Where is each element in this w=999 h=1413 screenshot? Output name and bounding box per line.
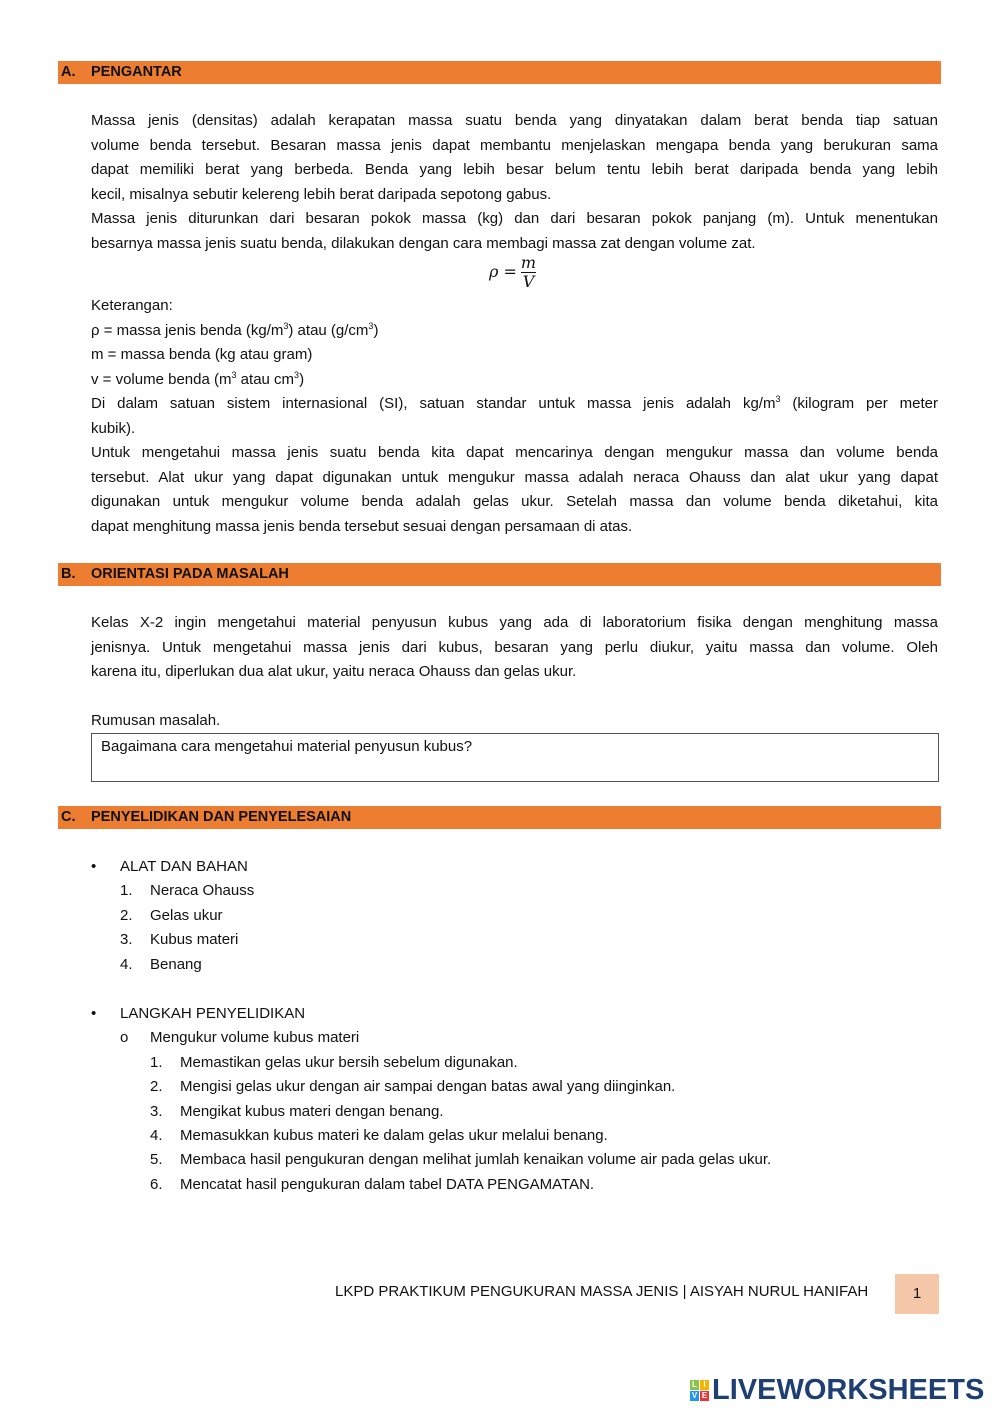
formula-denominator: V (522, 272, 535, 291)
orientasi-paragraph (91, 611, 938, 734)
rumusan-question: Bagaimana cara mengetahui material penyusun kubus? (101, 738, 473, 755)
text-line: kubik). (91, 419, 136, 437)
section-header-c (58, 806, 941, 829)
text-line: Untuk mengetahui massa jenis suatu benda kita dapat mencarinya dengan mengukur massa dan volume benda (91, 444, 938, 461)
keterangan-label: Keterangan: (91, 297, 173, 314)
langkah-item: Memastikan gelas ukur bersih sebelum digunakan. (180, 1054, 518, 1071)
text-line: dapat menghitung massa jenis benda tersebut sesuai dengan persamaan di atas. (91, 517, 633, 535)
alat-item: 1. (120, 882, 133, 899)
section-header-b (58, 563, 941, 586)
rumusan-label: Rumusan masalah. (91, 712, 221, 729)
section-title: ORIENTASI PADA MASALAH (91, 566, 289, 582)
section-letter: B. (61, 566, 76, 582)
alat-item-text: Gelas ukur (150, 907, 223, 924)
text-line: Massa jenis (densitas) adalah kerapatan massa suatu benda yang dinyatakan dalam berat benda tiap satuan (91, 112, 938, 129)
section-title: PENGANTAR (91, 64, 182, 80)
text-line: tersebut. Alat ukur yang dapat digunakan untuk mengukur massa adalah neraca Ohauss dan alat ukur yang dapat (91, 468, 938, 486)
page-number: 1 (895, 1274, 939, 1314)
langkah-item: Memasukkan kubus materi ke dalam gelas ukur melalui benang. (180, 1127, 608, 1144)
text-line: besarnya massa jenis suatu benda, dilakukan dengan cara membagi massa zat dengan volume zat. (91, 234, 756, 252)
text-line: kecil, misalnya sebutir kelereng lebih berat daripada sepotong gabus. (91, 185, 552, 203)
text-line: jenisnya. Untuk mengetahui massa jenis dari kubus, besaran yang perlu diukur, yaitu massa dan volume. Oleh (91, 638, 938, 656)
rumusan-answer-box[interactable] (91, 733, 939, 782)
langkah-subtitle: Mengukur volume kubus materi (150, 1029, 360, 1046)
circle-bullet-icon: o (120, 1029, 129, 1046)
text-line: karena itu, diperlukan dua alat ukur, yaitu neraca Ohauss dan gelas ukur. (91, 663, 577, 680)
v-definition: v = volume benda ($m^3$ atau $cm^3$) (91, 369, 305, 388)
worksheet-page: A. PENGANTAR Massa jenis (densitas) adalah kerapatan massa suatu benda yang dinyatakan dalam berat benda tiap satuan volume benda tersebut. Besaran massa jenis dapat membantu menjelaskan mengapa benda yang berukuran sama dapat memiliki berat yang berbeda. Benda yang lebih besar belum tentu lebih berat daripada benda yang lebih kecil, misalnya sebutir kelereng lebih berat daripada sepotong gabus. Massa jenis diturunkan dari besaran pokok massa (kg) dan dari besaran pokok panjang (m). Untuk menentukan besarnya massa jenis suatu benda, dilakukan dengan cara membagi massa zat dengan volume zat. ρ = $\frac{m}{V}$ Keterangan: ρ = massa jenis benda $(kg/m^3)$ atau $(g/cm^3)$ m = massa benda (kg atau gram) v = volume benda ($m^3$ atau $cm^3$) Di dalam satuan sistem internasional (SI), satuan standar untuk massa jenis adalah $kg/m^3$ (kilogram per meter kubik). Untuk mengetahui massa jenis suatu benda kita dapat mencarinya dengan mengukur massa dan volume benda tersebut. Alat ukur yang dapat digunakan untuk mengukur massa adalah neraca Ohauss dan alat ukur yang dapat digunakan untuk mengukur volume benda adalah gelas ukur. Setelah massa dan volume benda diketahui, kita dapat menghitung massa jenis benda tersebut sesuai dengan persamaan di atas. B. ORIENTASI PADA MASALAH Kelas X-2 ingin mengetahui material penyusun kubus yang ada di laboratorium fisika dengan menghitung massa jenisnya. Untuk mengetahui massa jenis dari kubus, besaran yang perlu diukur, yaitu massa dan volume. Oleh karena itu, diperlukan dua alat ukur, yaitu neraca Ohauss dan gelas ukur. Rumusan masalah. Bagaimana cara mengetahui material penyusun kubus? C. PENYELIDIKAN DAN PENYELESAIAN • ALAT DAN BAHAN 1. Neraca Ohauss 2. Gelas ukur 3. Kubus materi 4. Benang • LANGKAH PENYELIDIKAN o Mengukur volume kubus materi 1. Memastikan gelas ukur bersih sebelum digunakan. 2. Mengisi gelas ukur dengan air sampai dengan batas awal yang diinginkan. 3. Mengikat kubus materi dengan benang. 4. Memasukkan kubus materi ke dalam gelas ukur melalui benang. 5. Membaca hasil pengukuran dengan melihat jumlah kenaikan volume air pada gelas ukur. 6. Mencatat hasil pengukuran dalam tabel DATA PENGAMATAN. LKPD PRAKTIKUM PENGUKURAN MASSA JENIS | AISYAH NURUL HANIFAH 1 L I V E LIVEWORKSHEETS (0, 0, 999, 1413)
rho-definition: ρ = massa jenis benda $(kg/m^3)$ atau $(g/cm^3)$ (91, 320, 379, 339)
text-line: dapat memiliki berat yang berbeda. Benda yang lebih besar belum tentu lebih berat daripada benda yang lebih (91, 161, 938, 178)
langkah-item: Mengikat kubus materi dengan benang. (180, 1103, 444, 1120)
alat-item: 4. (120, 956, 133, 973)
langkah-title: LANGKAH PENYELIDIKAN (120, 1005, 306, 1022)
text-line: digunakan untuk mengukur volume benda adalah gelas ukur. Setelah massa dan volume benda diketahui, kita (91, 493, 938, 510)
liveworksheets-logo (690, 1374, 984, 1407)
section-title: PENYELIDIKAN DAN PENYELESAIAN (91, 809, 352, 825)
langkah-item: Membaca hasil pengukuran dengan melihat jumlah kenaikan volume air pada gelas ukur. (180, 1151, 772, 1168)
alat-item-text: Kubus materi (150, 931, 239, 948)
langkah-item: Mengisi gelas ukur dengan air sampai dengan batas awal yang diinginkan. (180, 1078, 676, 1095)
section-header-a (58, 61, 941, 84)
density-formula (489, 254, 536, 291)
section-letter: A. (61, 64, 76, 80)
alat-item-text: Benang (150, 956, 202, 973)
text-line: Massa jenis diturunkan dari besaran pokok massa (kg) dan dari besaran pokok panjang (m). Untuk menentukan (91, 210, 938, 227)
logo-text: LIVEWORKSHEETS (712, 1374, 985, 1406)
text-line: volume benda tersebut. Besaran massa jenis dapat membantu menjelaskan mengapa benda yang berukuran sama (91, 136, 938, 154)
formula-numerator: m (520, 253, 537, 272)
m-definition: m = massa benda (kg atau gram) (91, 346, 313, 363)
formula-lhs: ρ = (489, 262, 517, 281)
intro-paragraph (91, 109, 938, 256)
logo-tiles-icon: L I V E (691, 1380, 708, 1400)
bullet-icon: • (91, 858, 97, 875)
alat-title: ALAT DAN BAHAN (120, 858, 248, 875)
alat-item: 2. (120, 907, 133, 924)
keterangan-block (91, 294, 938, 539)
bullet-icon: • (91, 1005, 97, 1022)
si-line: Di dalam satuan sistem internasional (SI), satuan standar untuk massa jenis adalah $kg/m^3$ (kilogram per meter (91, 394, 938, 412)
footer-text: LKPD PRAKTIKUM PENGUKURAN MASSA JENIS | AISYAH NURUL HANIFAH (335, 1283, 869, 1300)
section-letter: C. (61, 809, 76, 825)
alat-item: 3. (120, 931, 133, 948)
alat-item-text: Neraca Ohauss (150, 882, 255, 899)
langkah-item: Mencatat hasil pengukuran dalam tabel DATA PENGAMATAN. (180, 1176, 595, 1193)
text-line: Kelas X-2 ingin mengetahui material penyusun kubus yang ada di laboratorium fisika dengan menghitung massa (91, 614, 938, 631)
